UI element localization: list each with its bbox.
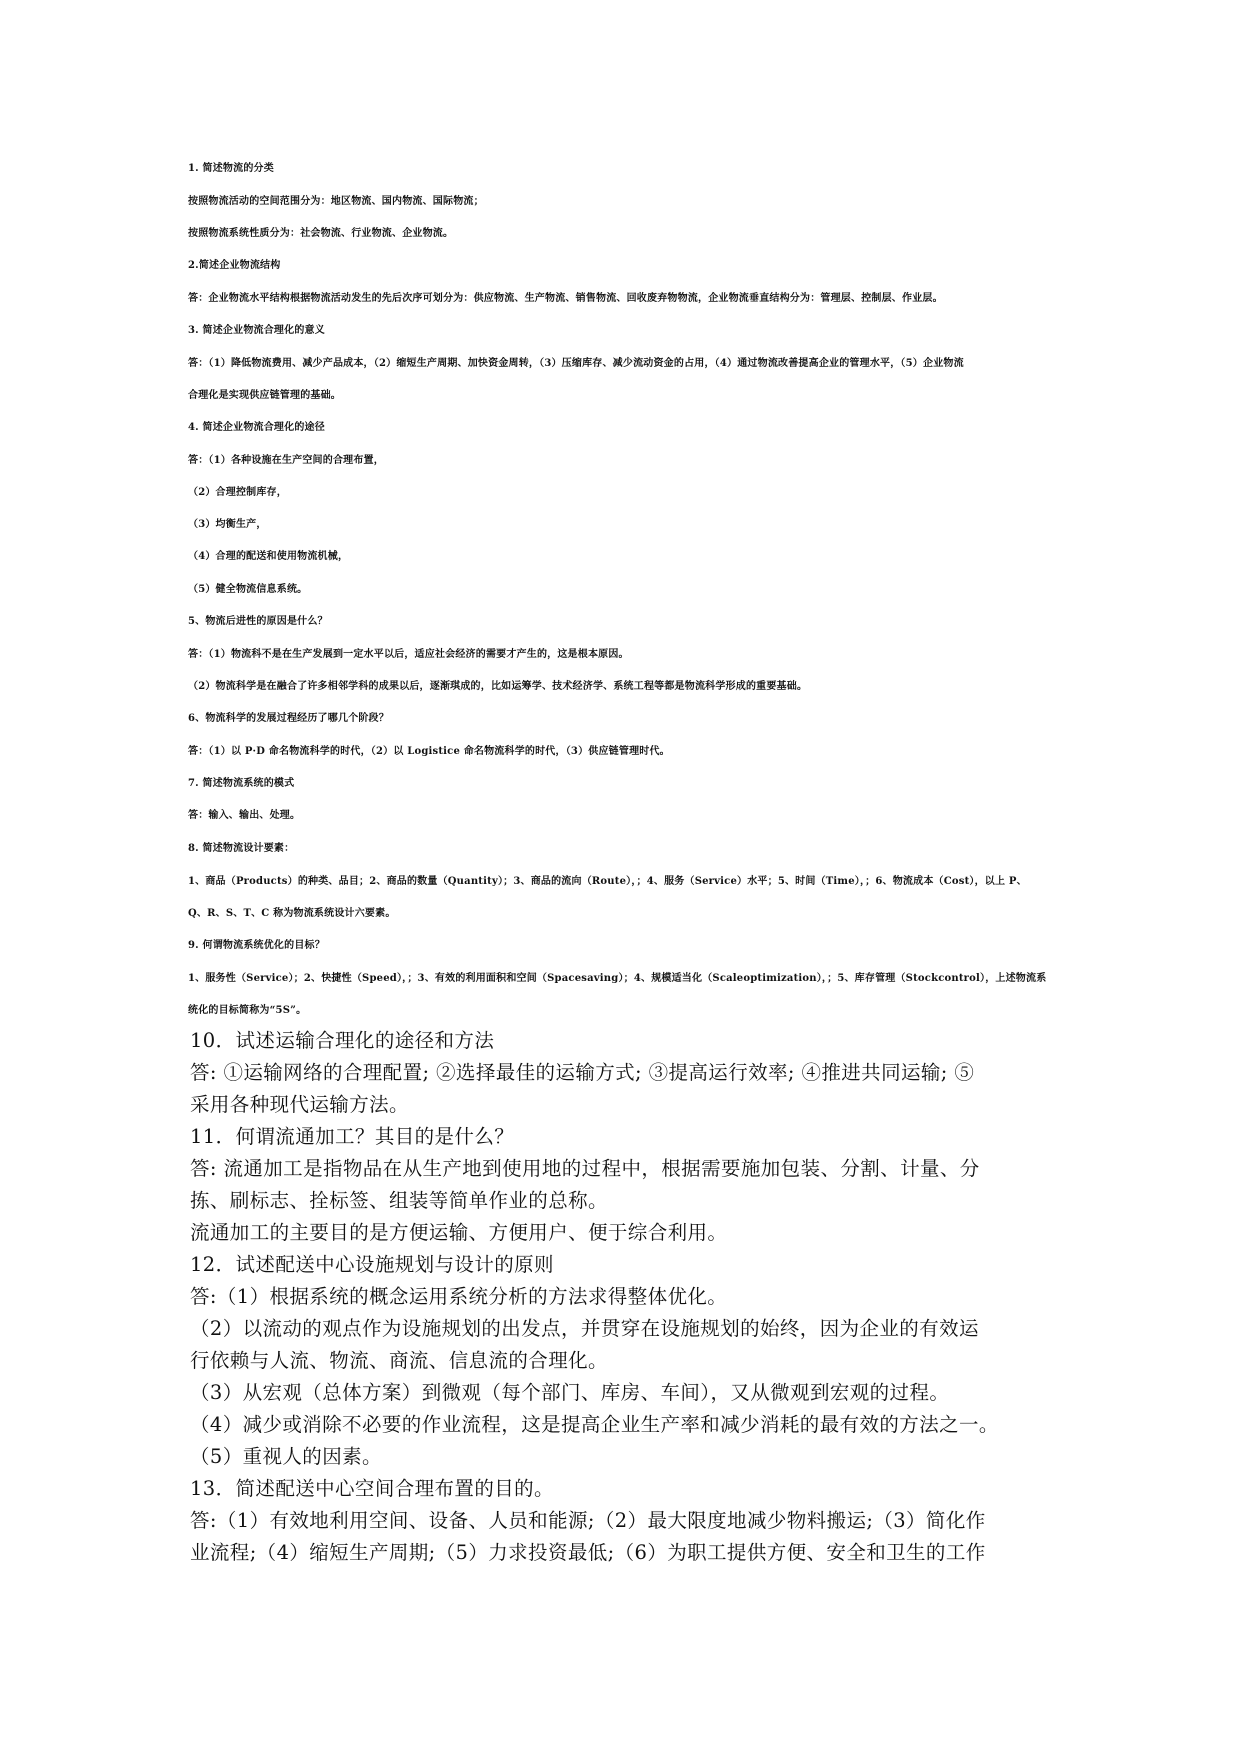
answer-6-line-1: 答：（1）以 P·D 命名物流科学的时代，（2）以 Logistice 命名物流科学的时代，（3）供应链管理时代。: [188, 746, 670, 757]
answer-1-line-1: 按照物流活动的空间范围分为：地区物流、国内物流、国际物流；: [188, 196, 484, 207]
answer-1-line-2: 按照物流系统性质分为：社会物流、行业物流、企业物流。: [188, 228, 454, 239]
question-6-title: 6、物流科学的发展过程经历了哪几个阶段？: [188, 713, 389, 724]
question-11-title: 11．何谓流通加工？其目的是什么？: [190, 1125, 515, 1148]
answer-3-line-2: 合理化是实现供应链管理的基础。: [188, 390, 341, 401]
answer-10-line-1: 答: ①运输网络的合理配置; ②选择最佳的运输方式; ③提高运行效率; ④推进共同运输; ⑤: [190, 1061, 975, 1084]
answer-10-line-2: 采用各种现代运输方法。: [190, 1093, 409, 1116]
answer-12-line-3: 行依赖与人流、物流、商流、信息流的合理化。: [190, 1349, 608, 1372]
answer-9-line-2: 统化的目标简称为“5S”。: [188, 1005, 307, 1016]
answer-11-line-3: 流通加工的主要目的是方便运输、方便用户、便于综合利用。: [190, 1221, 728, 1244]
question-9-title: 9. 何谓物流系统优化的目标？: [188, 940, 325, 951]
answer-8-line-2: Q、R、S、T、C 称为物流系统设计六要素。: [188, 908, 396, 919]
question-8-title: 8. 简述物流设计要素：: [188, 843, 295, 854]
answer-4-line-3: （3）均衡生产，: [188, 519, 267, 530]
answer-7-line-1: 答：输入、输出、处理。: [188, 810, 301, 821]
answer-4-line-4: （4）合理的配送和使用物流机械，: [188, 551, 349, 562]
question-12-title: 12．试述配送中心设施规划与设计的原则: [190, 1253, 554, 1276]
answer-2-line-1: 答：企业物流水平结构根据物流活动发生的先后次序可划分为：供应物流、生产物流、销售物流、回收废弃物物流，企业物流垂直结构分为：管理层、控制层、作业层。: [188, 293, 943, 304]
answer-11-line-1: 答: 流通加工是指物品在从生产地到使用地的过程中，根据需要施加包装、分割、计量、分: [190, 1157, 980, 1180]
answer-12-line-5: （4）减少或消除不必要的作业流程，这是提高企业生产率和减少消耗的最有效的方法之一。: [190, 1413, 999, 1436]
question-7-title: 7. 简述物流系统的模式: [188, 778, 295, 789]
question-13-title: 13．简述配送中心空间合理布置的目的。: [190, 1477, 554, 1500]
answer-4-line-5: （5）健全物流信息系统。: [188, 584, 308, 595]
answer-13-line-1: 答:（1）有效地利用空间、设备、人员和能源;（2）最大限度地减少物料搬运;（3）简化作: [190, 1509, 986, 1532]
answer-11-line-2: 拣、刷标志、拴标签、组装等简单作业的总称。: [190, 1189, 608, 1212]
answer-5-line-1: 答：（1）物流科不是在生产发展到一定水平以后，适应社会经济的需要才产生的，这是根本原因。: [188, 649, 629, 660]
answer-13-line-2: 业流程;（4）缩短生产周期;（5）力求投资最低;（6）为职工提供方便、安全和卫生的工作: [190, 1541, 986, 1564]
answer-12-line-2: （2）以流动的观点作为设施规划的出发点，并贯穿在设施规划的始终，因为企业的有效运: [190, 1317, 979, 1340]
answer-9-line-1: 1、服务性（Service）；2、快捷性（Speed），；3、有效的利用面积和空间（Spacesaving）；4、规模适当化（Scaleoptimization），；5、库存管理（Stockcontrol），上述物流系: [188, 973, 1047, 984]
question-4-title: 4. 简述企业物流合理化的途径: [188, 422, 325, 433]
question-3-title: 3. 简述企业物流合理化的意义: [188, 325, 325, 336]
answer-5-line-2: （2）物流科学是在融合了许多相邻学科的成果以后，逐渐琪成的，比如运筹学、技术经济学、系统工程等都是物流科学形成的重要基础。: [188, 681, 808, 692]
answer-12-line-6: （5）重视人的因素。: [190, 1445, 382, 1468]
answer-12-line-4: （3）从宏观（总体方案）到微观（每个部门、库房、车间），又从微观到宏观的过程。: [190, 1381, 950, 1404]
answer-3-line-1: 答：（1）降低物流费用、减少产品成本，（2）缩短生产周期、加快资金周转，（3）压缩库存、减少流动资金的占用，（4）通过物流改善提高企业的管理水平，（5）企业物流: [188, 358, 964, 369]
question-1-title: 1. 简述物流的分类: [188, 163, 274, 174]
answer-12-line-1: 答:（1）根据系统的概念运用系统分析的方法求得整体优化。: [190, 1285, 728, 1308]
question-10-title: 10．试述运输合理化的途径和方法: [190, 1029, 495, 1052]
answer-8-line-1: 1、商品（Products）的种类、品目；2、商品的数量（Quantity）；3、商品的流向（Route），；4、服务（Service）水平；5、时间（Time），；6、物流成本（Cost），以上 P、: [188, 876, 1027, 887]
question-2-title: 2.简述企业物流结构: [188, 260, 281, 271]
question-5-title: 5、物流后进性的原因是什么？: [188, 616, 328, 627]
answer-4-line-1: 答：（1）各种设施在生产空间的合理布置，: [188, 455, 384, 466]
answer-4-line-2: （2）合理控制库存，: [188, 487, 287, 498]
